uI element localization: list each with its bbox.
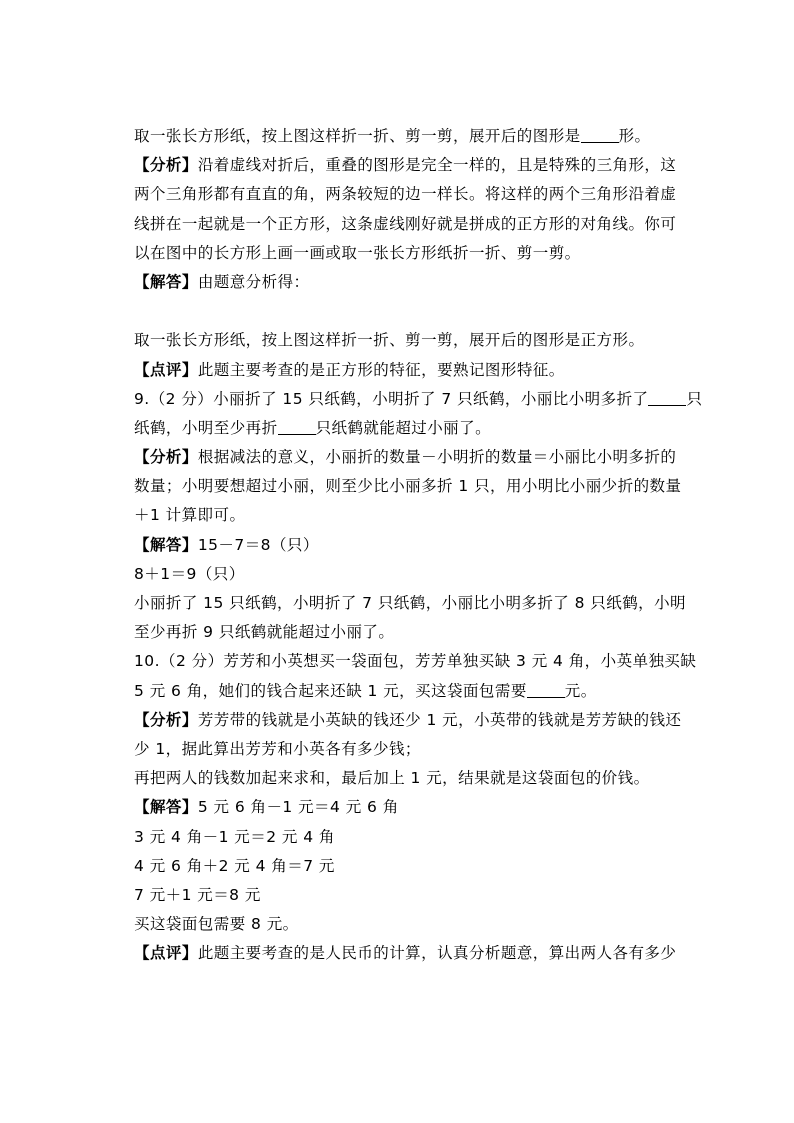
q9-analysis-line: 数量；小明要想超过小丽，则至少比小丽多折 1 只，用小明比小丽少折的数量 <box>134 477 682 496</box>
q8-analysis-line: 以在图中的长方形上画一画或取一张长方形纸折一折、剪一剪。 <box>134 243 581 262</box>
q9-analysis: 【分析】根据减法的意义，小丽折的数量－小明折的数量＝小丽比小明多折的 <box>134 448 677 467</box>
q9-analysis-line: ＋1 计算即可。 <box>134 506 246 525</box>
answer-blank <box>648 389 686 406</box>
q9-answer-line: 小丽折了 15 只纸鹤，小明折了 7 只纸鹤，小丽比小明多折了 8 只纸鹤，小明 <box>134 594 687 612</box>
q10-answer: 【解答】5 元 6 角－1 元＝4 元 6 角 <box>134 798 399 817</box>
q10-stem: 10.（2 分）芳芳和小英想买一袋面包，芳芳单独买缺 3 元 4 角，小英单独买缺 <box>134 652 697 671</box>
q10-analysis-line: 少 1，据此算出芳芳和小英各有多少钱； <box>134 739 421 758</box>
q8-answer: 【解答】由题意分析得： <box>134 272 310 291</box>
figure-gap <box>134 297 678 326</box>
q8-analysis-line: 线拼在一起就是一个正方形，这条虚线刚好就是拼成的正方形的对角线。你可 <box>134 214 677 233</box>
q10-answer-line: 3 元 4 角－1 元＝2 元 4 角 <box>134 827 335 846</box>
q8-comment: 【点评】此题主要考查的是正方形的特征，要熟记图形特征。 <box>134 360 565 379</box>
q10-comment: 【点评】此题主要考查的是人民币的计算，认真分析题意，算出两人各有多少 <box>134 944 677 963</box>
q10-answer-line: 7 元＋1 元＝8 元 <box>134 885 261 904</box>
q8-analysis: 【分析】沿着虚线对折后，重叠的图形是完全一样的，且是特殊的三角形，这 <box>134 156 677 175</box>
q9-answer-line: 8＋1＝9（只） <box>134 564 245 583</box>
comment-tag: 【点评】 <box>134 360 198 379</box>
q10-analysis: 【分析】芳芳带的钱就是小英缺的钱还少 1 元，小英带的钱就是芳芳缺的钱还 <box>134 710 682 729</box>
q9-stem: 9.（2 分）小丽折了 15 只纸鹤，小明折了 7 只纸鹤，小丽比小明多折了 只 <box>134 389 703 408</box>
q8-answer-line: 取一张长方形纸，按上图这样折一折、剪一剪，展开后的图形是正方形。 <box>134 331 645 350</box>
q8-stem: 取一张长方形纸，按上图这样折一折、剪一剪，展开后的图形是 形。 <box>134 127 651 145</box>
analysis-tag: 【分析】 <box>134 448 198 467</box>
answer-tag: 【解答】 <box>134 535 198 554</box>
q9-answer: 【解答】15－7＝8（只） <box>134 535 319 554</box>
q10-answer-line: 4 元 6 角＋2 元 4 角＝7 元 <box>134 856 335 875</box>
q8-analysis-line: 两个三角形都有直直的角，两条较短的边一样长。将这样的两个三角形沿着虚 <box>134 185 677 204</box>
answer-tag: 【解答】 <box>134 272 198 291</box>
analysis-tag: 【分析】 <box>134 710 198 729</box>
q10-stem-line: 5 元 6 角，她们的钱合起来还缺 1 元，买这袋面包需要 元。 <box>134 681 597 700</box>
answer-blank <box>581 127 619 144</box>
answer-tag: 【解答】 <box>134 798 198 817</box>
answer-blank <box>278 418 316 435</box>
analysis-tag: 【分析】 <box>134 156 198 175</box>
q9-answer-line: 至少再折 9 只纸鹤就能超过小丽了。 <box>134 623 395 642</box>
q10-answer-line: 买这袋面包需要 8 元。 <box>134 915 299 934</box>
comment-tag: 【点评】 <box>134 944 198 963</box>
q9-stem-line: 纸鹤，小明至少再折 只纸鹤就能超过小丽了。 <box>134 418 492 437</box>
answer-blank <box>527 681 565 698</box>
q10-analysis-line: 再把两人的钱数加起来求和，最后加上 1 元，结果就是这袋面包的价钱。 <box>134 769 650 788</box>
